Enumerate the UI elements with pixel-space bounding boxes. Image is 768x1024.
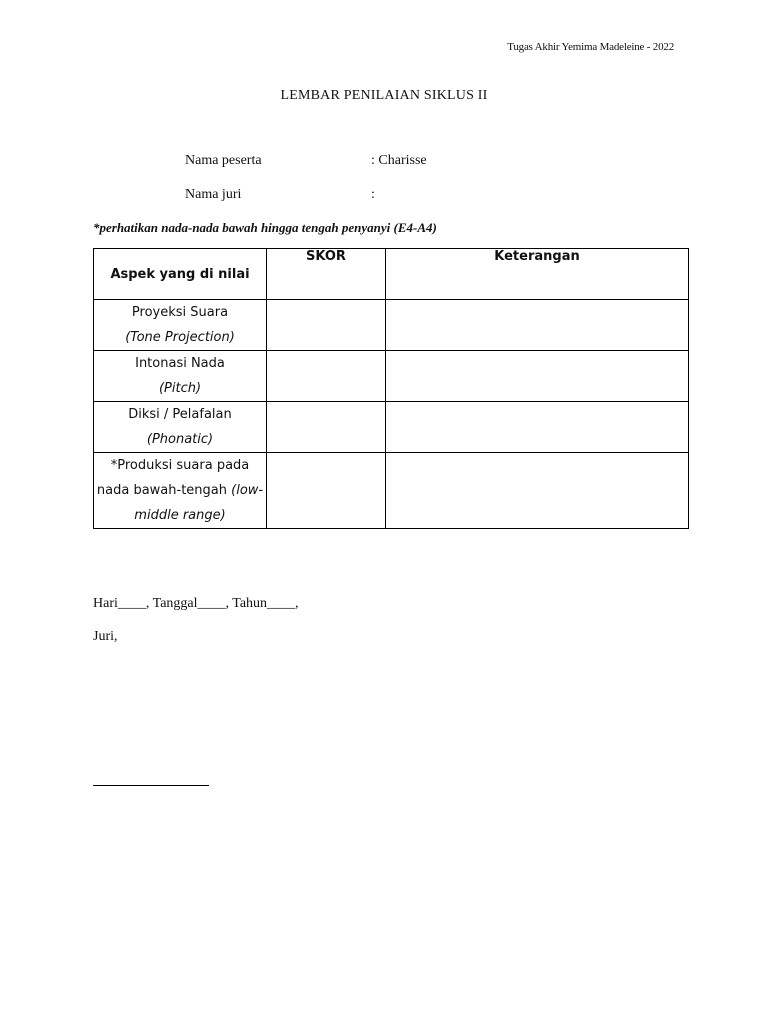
score-cell[interactable]: [267, 402, 386, 453]
table-row: [94, 351, 689, 402]
vocal-range-note: *perhatikan nada-nada bawah hingga tengah penyanyi (E4-A4): [93, 220, 437, 235]
header-aspect: Aspek yang di nilai: [94, 249, 267, 300]
aspect-name-line2: nada bawah-tengah: [96, 483, 227, 498]
document-title: LEMBAR PENILAIAN SIKLUS II: [280, 88, 488, 103]
remarks-cell[interactable]: [386, 351, 689, 402]
aspect-english: (Pitch): [158, 381, 202, 396]
table-header-row: [94, 249, 689, 300]
aspect-cell: [94, 351, 267, 402]
judge-value: :: [371, 187, 375, 202]
header-remarks: Keterangan: [386, 249, 689, 300]
score-cell[interactable]: [267, 453, 386, 529]
remarks-cell[interactable]: [386, 453, 689, 529]
aspect-cell: [94, 300, 267, 351]
assessment-table: [93, 248, 689, 529]
aspect-name: Diksi / Pelafalan: [128, 407, 232, 422]
aspect-cell: [94, 453, 267, 529]
header-score: SKOR: [267, 249, 386, 300]
signature-line: [93, 785, 209, 786]
header-note: Tugas Akhir Yemima Madeleine - 2022: [507, 41, 674, 53]
aspect-name: Proyeksi Suara: [131, 305, 229, 320]
date-line: Hari____, Tanggal____, Tahun____,: [93, 596, 299, 611]
aspect-english-line3: middle range): [134, 508, 226, 523]
table-row: [94, 300, 689, 351]
score-cell[interactable]: [267, 300, 386, 351]
aspect-name-line1: *Produksi suara pada: [110, 458, 250, 473]
participant-value: : Charisse: [371, 153, 427, 168]
table-row: [94, 453, 689, 529]
judge-label: Nama juri: [185, 187, 242, 202]
aspect-english: (Phonatic): [146, 432, 214, 447]
remarks-cell[interactable]: [386, 300, 689, 351]
participant-label: Nama peserta: [185, 153, 262, 168]
aspect-english: (Tone Projection): [125, 330, 235, 345]
score-cell[interactable]: [267, 351, 386, 402]
aspect-english-line2: (low-: [231, 483, 264, 498]
aspect-name: Intonasi Nada: [135, 356, 225, 371]
judge-signature-label: Juri,: [93, 629, 118, 644]
remarks-cell[interactable]: [386, 402, 689, 453]
aspect-cell: [94, 402, 267, 453]
table-row: [94, 402, 689, 453]
